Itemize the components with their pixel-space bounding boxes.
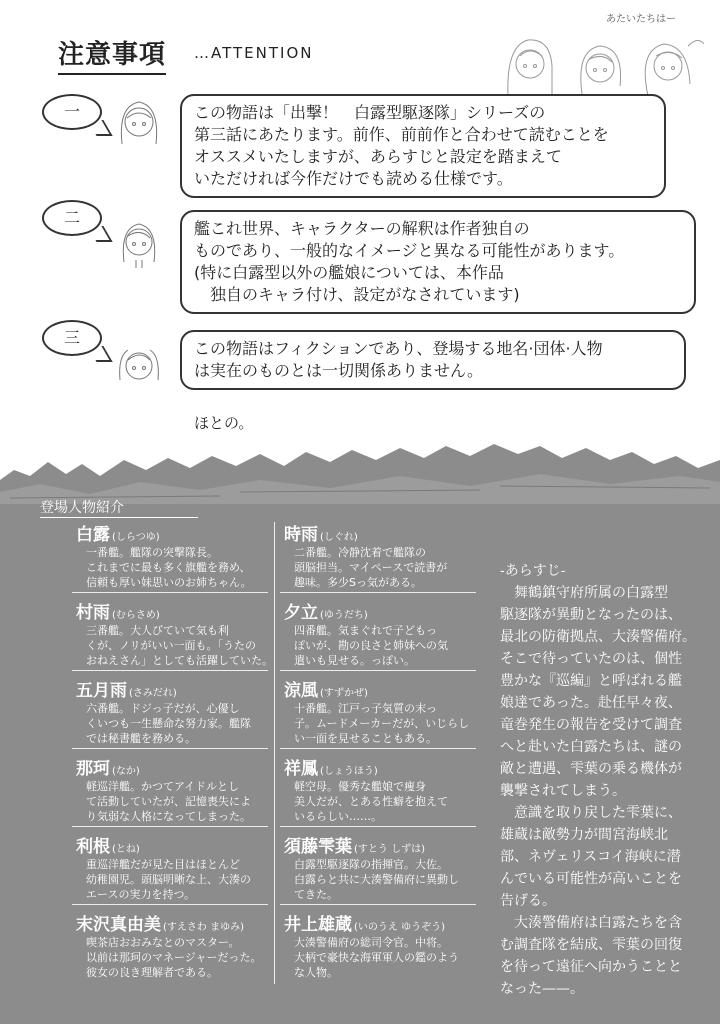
character-desc-line: い一面を見せることもある。 (294, 732, 437, 745)
note-box (180, 330, 686, 390)
bubble-tail (87, 346, 112, 362)
synopsis-line: 大湊警備府は白露たちを含 (500, 915, 682, 931)
character-name: 白露 (76, 525, 110, 545)
note-box (180, 210, 696, 314)
header (58, 34, 314, 75)
character-desc-line: くが、ノリがいい一面も。「うたの (86, 639, 257, 652)
entry-divider (72, 670, 268, 671)
character-desc-line: 二番艦。冷静沈着で艦隊の (294, 546, 426, 559)
synopsis-line: 娘達であった。赴任早々夜、 (500, 695, 682, 711)
character-desc-line: おねえさん」としても活躍していた。 (86, 654, 273, 667)
character-entry (284, 754, 480, 824)
character-desc-line: 喫茶店おおみなとのマスター。 (86, 936, 240, 949)
character-name: 涼風 (284, 681, 318, 701)
character-reading: (さみだれ) (129, 688, 177, 699)
character-reading: (ゆうだち) (320, 610, 368, 621)
character-entry (284, 520, 480, 590)
note-line: 第三話にあたります。前作、前前作と合わせて読むことを (194, 125, 609, 144)
synopsis-line: 豊かな『巡編』と呼ばれる艦 (500, 673, 682, 689)
character-desc-line: て活動していたが、記憶喪失によ (86, 795, 251, 808)
character-desc-line: 軽空母。優秀な艦娘で痩身 (294, 780, 426, 793)
character-desc-line: り気弱な人格になってしまった。 (86, 810, 251, 823)
character-reading: (しょうほう) (320, 766, 378, 777)
character-reading: (すとう しずは) (354, 844, 425, 855)
bubble-tail (87, 120, 112, 136)
character-desc-line: 十番艦。江戸っ子気質の末っ (294, 702, 437, 715)
character-reading: (いのうえ ゆうぞう) (354, 922, 445, 933)
character-desc-line: 四番艦。気まぐれで子どもっ (294, 624, 437, 637)
character-desc-line: ぽいが、勘の良さと姉妹への気 (294, 639, 448, 652)
character-name: 時雨 (284, 525, 318, 545)
character-desc-line: 遣いも見せる。っぽい。 (294, 654, 415, 667)
character-name: 那珂 (76, 759, 110, 779)
note-box (180, 94, 666, 198)
page-title: 注意事項 (58, 34, 166, 75)
character-desc-line: エースの実力を持つ。 (86, 888, 196, 901)
character-reading: (しぐれ) (320, 532, 358, 543)
character-desc-line: 大柄で豪快な海軍軍人の鑑のよう (294, 951, 459, 964)
bubble-tail (87, 226, 112, 242)
synopsis-line: 最北の防衛拠点、大湊警備府。 (500, 629, 696, 645)
character-reading: (すずかぜ) (320, 688, 368, 699)
synopsis-line: んでいる可能性が高いことを (500, 871, 682, 887)
note-line: オススメいたしますが、あらすじと設定を踏まえて (194, 147, 562, 166)
character-desc-line: これまでに最も多く旗艦を務め、 (86, 561, 251, 574)
column-divider (274, 522, 275, 984)
entry-divider (280, 592, 476, 593)
chibi-character-icon (116, 340, 162, 394)
synopsis-line: 雄蔵は敵勢力が間宮海峡北 (500, 827, 668, 843)
synopsis-line: 駆逐隊が異動となったのは、 (500, 607, 682, 623)
character-entry (284, 832, 480, 902)
character-desc-line: 白露らと共に大湊警備府に異動し (294, 873, 459, 886)
character-desc-line: 白露型駆逐隊の指揮官。大佐。 (294, 858, 448, 871)
character-reading: (とね) (112, 844, 140, 855)
entry-divider (280, 826, 476, 827)
note-line: この物語はフィクションであり、登場する地名·団体·人物 (194, 339, 603, 358)
character-name: 利根 (76, 837, 110, 857)
character-entry (76, 676, 272, 746)
character-entry (284, 676, 480, 746)
closing-remark: ほとの。 (194, 414, 254, 432)
note-line: は実在のものとは一切関係ありません。 (194, 361, 483, 380)
note-number: 二 (63, 208, 80, 227)
note-number-bubble (42, 200, 102, 236)
note-line: いただければ今作だけでも読める仕様です。 (194, 169, 513, 188)
character-desc-line: 大湊警備府の総司令官。中将。 (294, 936, 448, 949)
character-desc-line: 幼稚園児。頭脳明晰な上、大湊の (86, 873, 251, 886)
synopsis-line: 意識を取り戻した雫葉に、 (500, 805, 682, 821)
synopsis-line: 部、ネヴェリスコイ海峡に潜 (500, 849, 681, 865)
character-entry (284, 910, 480, 980)
character-reading: (すえさわ まゆみ) (163, 922, 244, 933)
page-subtitle: …ATTENTION (194, 44, 314, 62)
synopsis-line: む調査隊を結成、雫葉の回復 (500, 937, 682, 953)
note-line: 艦これ世界、キャラクターの解釈は作者独自の (194, 219, 530, 238)
note-line: (特に白露型以外の艦娘については、本作品 (194, 263, 504, 282)
character-desc-line: 以前は那珂のマネージャーだった。 (86, 951, 262, 964)
character-desc-line: 美人だが、とある性癖を抱えて (294, 795, 448, 808)
character-desc-line: いるらしい……。 (294, 810, 382, 823)
chibi-character-icon (116, 216, 162, 270)
character-desc-line: 一番艦。艦隊の突撃隊長。 (86, 546, 218, 559)
note-number: 一 (63, 102, 80, 121)
entry-divider (280, 670, 476, 671)
note-number: 三 (63, 328, 80, 347)
entry-divider (72, 904, 268, 905)
character-name: 村雨 (76, 603, 110, 623)
character-desc-line: てきた。 (294, 888, 338, 901)
character-entry (284, 598, 480, 668)
character-name: 末沢真由美 (76, 915, 161, 935)
entry-divider (72, 826, 268, 827)
character-desc-line: 子。ムードメーカーだが、いじらし (294, 717, 470, 730)
character-desc-line: 信頼も厚い妹思いのお姉ちゃん。 (86, 576, 252, 589)
character-desc-line: 軽巡洋艦。かつてアイドルとし (86, 780, 240, 793)
character-reading: (しらつゆ) (112, 532, 160, 543)
character-desc-line: 頭脳担当。マイペースで読書が (294, 561, 448, 574)
synopsis-line: を待って遠征へ向かうことと (500, 959, 682, 975)
character-name: 井上雄蔵 (284, 915, 352, 935)
synopsis-line: 敵と遭遇、雫葉の乗る機体が (500, 761, 682, 777)
character-desc-line: 六番艦。ドジっ子だが、心優し (86, 702, 240, 715)
character-desc-line: くいつも一生懸命な努力家。艦隊 (86, 717, 251, 730)
note-line: この物語は「出撃！ 白露型駆逐隊」シリーズの (194, 103, 546, 122)
synopsis-heading: -あらすじ- (500, 563, 566, 579)
character-entry (76, 832, 272, 902)
synopsis-line: 竜巻発生の報告を受けて調査 (500, 717, 682, 733)
character-name: 夕立 (284, 603, 318, 623)
character-desc-line: では秘書艦を務める。 (86, 732, 196, 745)
sketch-caption: あたいたちはー (606, 14, 676, 25)
character-name: 祥鳳 (284, 759, 318, 779)
character-entry (76, 520, 272, 590)
synopsis-line: そこで待っていたのは、個性 (500, 651, 682, 667)
character-desc-line: 彼女の良き理解者である。 (86, 966, 218, 979)
character-name: 五月雨 (76, 681, 127, 701)
entry-divider (72, 592, 268, 593)
synopsis-line: なった——。 (500, 981, 584, 997)
character-desc-line: 重巡洋艦だが見た目はほとんど (86, 858, 240, 871)
synopsis-line: 告げる。 (500, 893, 556, 909)
entry-divider (280, 748, 476, 749)
character-entry (76, 598, 272, 668)
note-number-bubble (42, 320, 102, 356)
note-number-bubble (42, 94, 102, 130)
character-desc-line: 趣味。多少Sっ気がある。 (294, 576, 422, 589)
note-line: 独自のキャラ付け、設定がなされています) (194, 285, 520, 304)
note-line: ものであり、一般的なイメージと異なる可能性があります。 (194, 241, 625, 260)
character-reading: (なか) (112, 766, 140, 777)
character-desc-line: 三番艦。大人びていて気も利 (86, 624, 229, 637)
entry-divider (72, 748, 268, 749)
character-name: 須藤雫葉 (284, 837, 352, 857)
character-desc-line: な人物。 (294, 966, 338, 979)
synopsis-line: 舞鶴鎮守府所属の白露型 (500, 585, 668, 601)
synopsis (500, 560, 714, 1000)
character-reading: (むらさめ) (112, 610, 160, 621)
character-entry (76, 910, 272, 980)
synopsis-line: 襲撃されてしまう。 (500, 783, 626, 799)
chibi-character-icon (116, 96, 162, 150)
character-entry (76, 754, 272, 824)
synopsis-line: へと赴いた白露たちは、謎の (500, 739, 682, 755)
characters-section-title: 登場人物紹介 (40, 497, 198, 518)
sketch-faces-illustration (498, 26, 708, 100)
entry-divider (280, 904, 476, 905)
